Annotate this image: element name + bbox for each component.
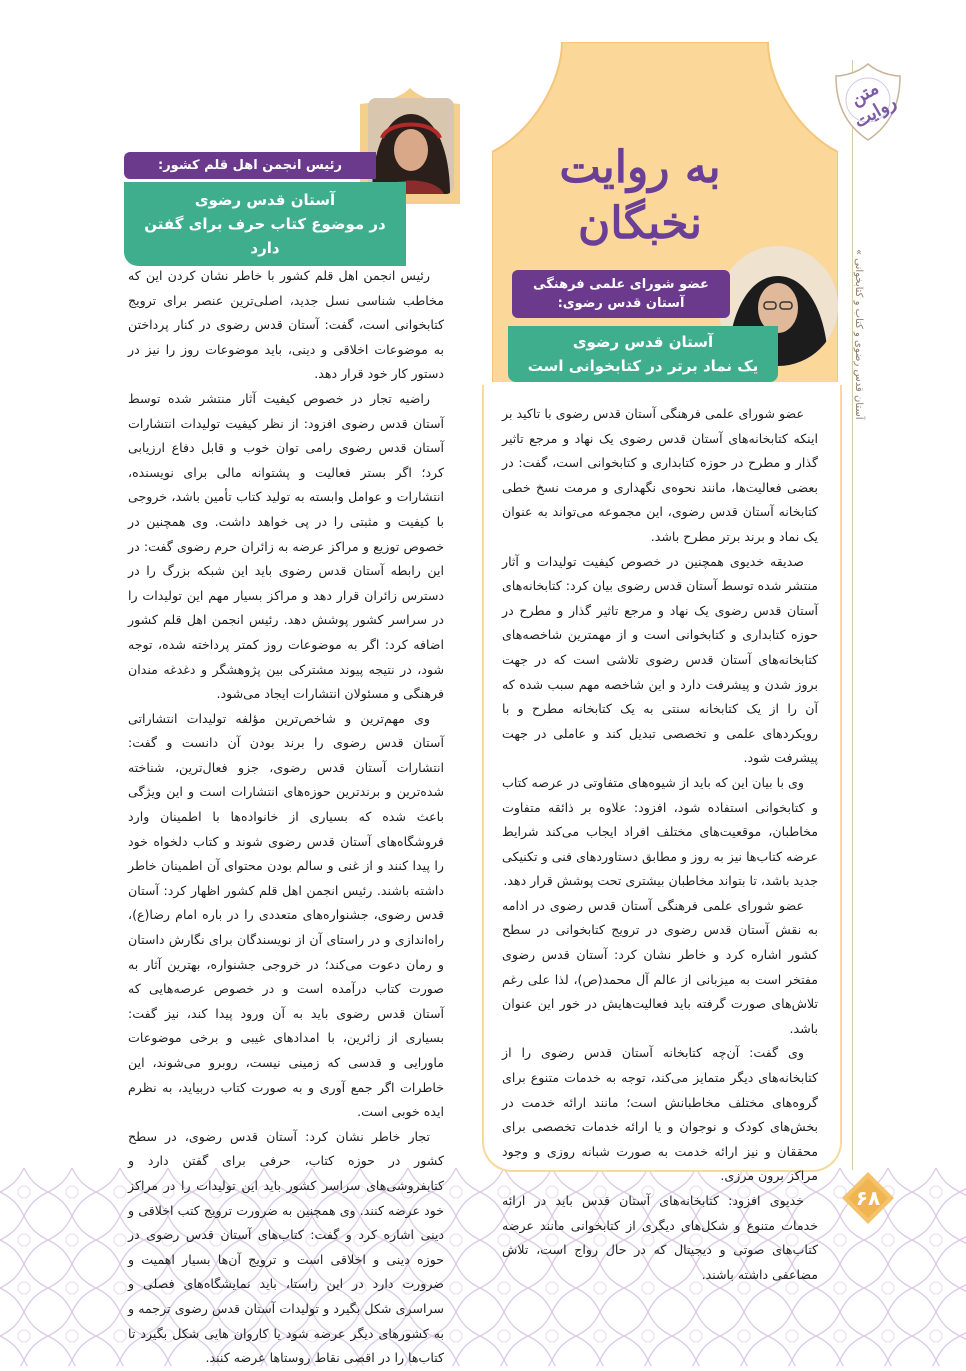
section-title <box>520 140 760 252</box>
khadivi-role-label <box>512 270 730 318</box>
portrait-tajar <box>368 98 454 194</box>
left-paragraph: وی مهم‌ترین و شاخص‌ترین مؤلفه تولیدات انتشاراتی آستان قدس رضوی را برند بودن آن دانست و گفت: انتشارات آستان قدس رضوی، جزو فعال‌ترین، شناخته شده‌ترین و برندترین حوزه‌های انتشارات است و این ویژگی باعث شده که بسیاری از خانواده‌ها با اطمینان وارد فروشگاه‌های آستان قدس رضوی شوند و کتاب دلخواه خود را پیدا کنند و از غنی و سالم بودن محتوای آن اطمینان خاطر داشته باشند. رئیس انجمن اهل قلم کشور اظهار کرد: آستان قدس رضوی، جشنواره‌های متعددی را در باره امام رضا(ع)، راه‌اندازی و در راستای آن از نویسندگان برای نگارش داستان و رمان دعوت می‌کند؛ در خروجی جشنواره، بهترین آثار به صورت کتاب درآمده است و در خصوص عرصه‌هایی که آستان قدس رضوی باید به آن ورود پیدا کند، نیز گفت: بسیاری از زائرین، با امدادهای غیبی و برخی موضوعات ماورایی و قدسی که زمینی نیست، روبرو می‌شوند، این خاطرات اگر جمع آوری و به صورت کتاب دربیاید، به نظرم ایده خوبی است. <box>128 710 444 1120</box>
side-running-title: آستان قدس رضوی و کتاب و کتابخوانی » <box>853 249 864 420</box>
khadivi-role-line2: آستان قدس رضوی: <box>557 296 685 311</box>
right-paragraph: صدیقه خدیوی همچنین در خصوص کیفیت تولیدات و آثار منتشر شده توسط آستان قدس رضوی بیان کرد: کتابخانه‌های آستان قدس رضوی یک نهاد و مرجع تاثیر گذار و مطرح در حوزه کتابداری و کتابخوانی است و از مهمترین شاخصه‌های کتابخانه‌های آستان قدس رضوی تلاشی است که در جهت بروز شدن و پیشرفت دارد و این شاخصه مهم سبب شده که آن را از یک کتابخانه سنتی به یک کتابخانه مطرح و با رویکردهای علمی و تخصصی تبدیل کند و عاملی در جهت پیشرفت شود. <box>502 553 818 766</box>
tajar-headline <box>124 182 406 266</box>
khadivi-role-line1: عضو شورای علمی فرهنگی <box>533 277 709 292</box>
tajar-role-label: رئیس انجمن اهل قلم کشور: <box>124 152 376 179</box>
left-paragraph: راضیه تجار در خصوص کیفیت آثار منتشر شده توسط آستان قدس رضوی افزود: از نظر کیفیت تولیدات انتشارات آستان قدس رضوی رامی توان خوب و قابل دفاع ارزیابی کرد؛ اگر بستر فعالیت و پشتوانه مالی برای نویسنده، انتشارات و عوامل وابسته به تولید کتاب تأمین باشد، خروجی با کیفیت و مثبتی را در پی خواهد داشت. وی همچنین در خصوص توزیع و مراکز عرضه به زائران حرم رضوی گفت: در این رابطه آستان قدس رضوی باید این شبکه بزرگ را در دسترس زائران قرار دهد و مراکز بسیار مهم این تولیدات را در سراسر کشور پوشش دهد. رئیس انجمن اهل قلم کشور اضافه کرد: اگر به موضوعات روز کمتر پرداخته شده، توجه شود، در نتیجه پیوند مشترکی بین پژوهشگر و دغدغه مندان فرهنگی و مسئولان انتشارات ایجاد می‌شود. <box>128 390 444 702</box>
section-title-line1: به روایت <box>559 142 721 193</box>
khadivi-headline-line1: آستان قدس رضوی <box>572 333 714 351</box>
tajar-headline-line1: آستان قدس رضوی <box>194 191 336 209</box>
left-paragraph: رئیس انجمن اهل قلم کشور با خاطر نشان کردن این که مخاطب شناسی نسل جدید، اصلی‌ترین عنصر برای ترویج کتابخوانی است، گفت: آستان قدس رضوی در کنار پرداختن به موضوعات اخلاقی و دینی، باید موضوعات روز را نیز در دستور کار خود قرار دهد. <box>128 268 444 382</box>
left-paragraph: تجار خاطر نشان کرد: آستان قدس رضوی، در سطح کشور در حوزه کتاب، حرفی برای گفتن دارد و کتابفروشی‌های سراسر کشور باید این تولیدات را در مراکز خود عرضه کنند. وی همچنین به ضرورت ترویج کتب اخلاقی و دینی اشاره کرد و گفت: کتاب‌های آستان قدس رضوی در حوزه دینی و اخلاقی است و ترویج آن‌ها بسیار اهمیت و ضرورت دارد در این راستا، باید نمایشگاه‌های فصلی و سراسری شکل بگیرد و تولیدات آستان قدس رضوی ترجمه و به کشورهای دیگر عرضه شود یا کاروان هایی شکل بگیرد تا کتاب‌ها را در اقصی نقاط روستاها عرضه کنند. <box>128 1128 444 1366</box>
right-article-body <box>502 402 818 1287</box>
section-title-line2: نخبگان <box>578 198 702 249</box>
magazine-logo-text: متن روایت <box>847 77 901 133</box>
left-article-body <box>128 264 444 1371</box>
right-paragraph: خدیوی افزود: کتابخانه‌های آستان قدس باید در ارائه خدمات متنوع و شکل‌های دیگری از کتابخوانی مانند عرضه کتاب‌های صوتی و دیجیتال که در حال رواج است، تلاش مضاعفی داشته باشند. <box>502 1193 818 1282</box>
tajar-headline-line2: در موضوع کتاب حرف برای گفتن دارد <box>144 215 386 257</box>
right-paragraph: وی با بیان این که باید از شیوه‌های متفاوتی در عرصه کتاب و کتابخوانی استفاده شود، افزود: علاوه بر ذائقه متفاوت مخاطبان، موقعیت‌های مختلف افراد ایجاب می‌کند شرایط عرضه کتاب‌ها نیز به روز و مطابق دستاوردهای فنی و تکنیکی جدید باشد، تا بتواند مخاطبان بیشتری تحت پوشش قرار دهد. <box>502 774 818 889</box>
page-number: ۶۸ <box>855 1186 881 1210</box>
right-paragraph: عضو شورای علمی فرهنگی آستان قدس رضوی در ادامه به نقش آستان قدس رضوی در ترویج کتابخوانی در سطح کشور اشاره کرد و خاطر نشان کرد: آستان قدس رضوی مفتخر است به میزبانی از عالم آل محمد(ص)، لذا علی رغم تلاش‌های صورت گرفته باید فعالیت‌هایش در خور این عنوان باشد. <box>502 897 818 1036</box>
person-icon <box>368 98 454 194</box>
khadivi-headline <box>508 326 778 382</box>
khadivi-headline-line2: یک نماد برتر در کتابخوانی است <box>527 357 759 375</box>
right-paragraph: وی گفت: آن‌چه کتابخانه آستان قدس رضوی را از کتابخانه‌های دیگر متمایز می‌کند، توجه به خدمات متنوع برای گروه‌های مختلف مخاطبانش است؛ مانند ارائه خدمت در بخش‌های کودک و نوجوان و یا ارائه خدمات تخصصی برای محققان و نیز ارائه خدمت به صورت شبانه روزی و وجود مراکز برون مرزی. <box>502 1045 818 1184</box>
right-paragraph: عضو شورای علمی فرهنگی آستان قدس رضوی با تاکید بر اینکه کتابخانه‌های آستان قدس رضوی یک نهاد و مرجع تاثیر گذار و مطرح در حوزه کتابداری و کتابخوانی است، گفت: در بعضی فعالیت‌ها، مانند نحوه‌ی نگهداری و مرمت نسخ خطی کتابخانه آستان قدس رضوی، این مجموعه می‌تواند به عنوان یک نماد و برند برتر مطرح باشد. <box>502 406 818 544</box>
